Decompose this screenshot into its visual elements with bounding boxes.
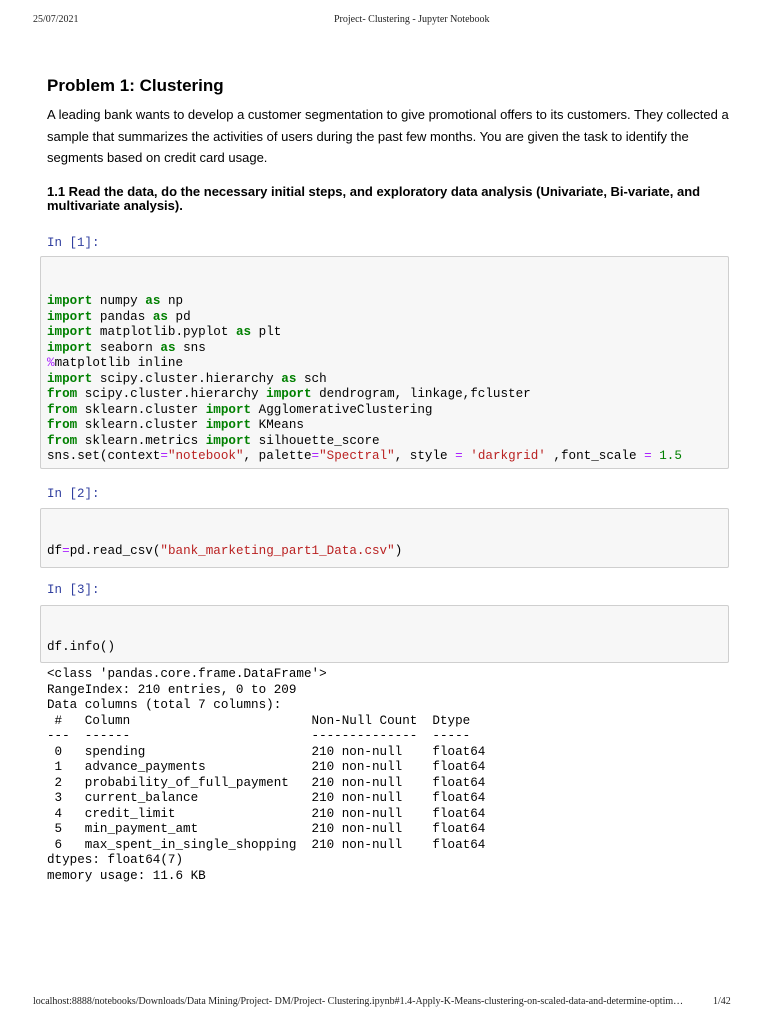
code-token: import	[47, 371, 93, 386]
code-line	[47, 325, 281, 339]
code-line	[47, 372, 327, 386]
code-line	[47, 356, 183, 370]
code-token: as	[281, 371, 297, 386]
code-token: import	[205, 418, 252, 432]
output-line: <class 'pandas.core.frame.DataFrame'>	[47, 667, 327, 681]
code-token: 'darkgrid'	[470, 449, 546, 463]
code-token: , palette	[243, 449, 312, 463]
cell-prompt: In [1]:	[47, 236, 100, 250]
code-token: sklearn.cluster	[77, 402, 206, 417]
code-token: "Spectral"	[319, 449, 395, 463]
cell-prompt: In [3]:	[47, 583, 100, 597]
output-line: 4 credit_limit 210 non-null float64	[47, 806, 486, 821]
code-token: =	[455, 449, 463, 463]
code-line	[47, 418, 304, 432]
code-token: %	[47, 356, 55, 370]
output-line: 6 max_spent_in_single_shopping 210 non-null float64	[47, 837, 486, 852]
code-line	[47, 449, 682, 463]
code-token: np	[160, 294, 184, 308]
code-token: from	[47, 387, 78, 401]
code-content	[47, 294, 682, 465]
code-content	[47, 544, 402, 560]
output-line: 2 probability_of_full_payment 210 non-null float64	[47, 775, 486, 790]
code-token: 1.5	[659, 449, 682, 463]
code-token: =	[311, 449, 320, 463]
code-token: as	[145, 294, 161, 308]
code-line	[47, 403, 432, 417]
code-token: numpy	[92, 294, 146, 308]
output-line: RangeIndex: 210 entries, 0 to 209	[47, 682, 297, 697]
code-token: df	[47, 544, 63, 558]
code-cell[interactable]	[40, 508, 729, 568]
code-token: AgglomerativeClustering	[251, 402, 433, 417]
code-token: scipy.cluster.hierarchy	[92, 371, 282, 386]
code-line	[47, 294, 183, 308]
code-token: KMeans	[251, 418, 304, 432]
print-date: 25/07/2021	[33, 14, 79, 25]
print-title: Project- Clustering - Jupyter Notebook	[334, 14, 490, 25]
code-token: plt	[251, 325, 282, 339]
code-token: from	[47, 433, 78, 448]
code-token: pandas	[92, 309, 153, 324]
cell-prompt: In [2]:	[47, 487, 100, 501]
output-line: # Column Non-Null Count Dtype	[47, 713, 486, 728]
code-token: matplotlib.pyplot	[92, 325, 236, 339]
code-token: import	[47, 309, 93, 324]
output-line: memory usage: 11.6 KB	[47, 868, 206, 883]
code-token: seaborn	[92, 340, 161, 355]
code-content	[47, 640, 115, 656]
code-token: pd	[167, 309, 191, 324]
code-token: "notebook"	[167, 449, 244, 463]
code-token: "bank_marketing_part1_Data.csv"	[160, 544, 395, 558]
code-token: sns	[175, 340, 206, 355]
code-token: sklearn.cluster	[77, 418, 206, 432]
code-token: as	[152, 309, 168, 324]
code-line	[47, 387, 531, 401]
code-token: from	[47, 402, 78, 417]
code-line	[47, 544, 402, 558]
code-token: sklearn.metrics	[77, 433, 206, 448]
cell-output	[47, 667, 485, 884]
code-token: import	[47, 325, 93, 339]
code-token: =	[62, 544, 70, 558]
code-token: sns.set(context	[47, 449, 161, 463]
code-token: )	[394, 544, 403, 558]
print-url: localhost:8888/notebooks/Downloads/Data Mining/Project- DM/Project- Clustering.ipynb#1.4-Apply-K-Means-clustering-on-scaled-data-and-determine-optim…	[33, 996, 684, 1007]
code-token: , style	[394, 449, 456, 463]
output-line: --- ------ -------------- -----	[47, 729, 486, 743]
code-cell[interactable]	[40, 605, 729, 663]
code-token: import	[47, 294, 93, 308]
code-token: import	[205, 433, 252, 448]
code-line	[47, 310, 191, 324]
code-token: from	[47, 418, 78, 432]
code-token: as	[160, 340, 176, 355]
code-token: import	[266, 387, 312, 401]
page-title: Problem 1: Clustering	[47, 76, 224, 95]
code-token: ,font_scale	[545, 449, 645, 463]
code-token: df.info()	[47, 640, 116, 654]
code-token: pd.read_csv(	[69, 544, 161, 558]
code-token: =	[160, 449, 168, 463]
code-line	[47, 434, 380, 448]
output-line: 0 spending 210 non-null float64	[47, 744, 486, 759]
code-token: =	[644, 449, 652, 463]
intro-paragraph: A leading bank wants to develop a customer segmentation to give promotional offers to its customers. They collected a sample that summarizes the activities of users during the past few months. You are given the task to identify the segments based on credit card usage.	[47, 107, 729, 165]
code-token: import	[47, 340, 93, 355]
code-line	[47, 341, 206, 355]
code-token: dendrogram, linkage,fcluster	[311, 387, 531, 401]
output-line: 1 advance_payments 210 non-null float64	[47, 760, 486, 774]
code-token: silhouette_score	[251, 433, 380, 448]
code-token: as	[235, 325, 252, 339]
output-line: Data columns (total 7 columns):	[47, 698, 282, 712]
code-token: sch	[296, 371, 327, 386]
section-heading: 1.1 Read the data, do the necessary initial steps, and exploratory data analysis (Univariate, Bi-variate, and multivariate analysis).	[47, 184, 701, 213]
code-cell[interactable]	[40, 256, 729, 469]
output-line: 3 current_balance 210 non-null float64	[47, 791, 486, 805]
output-line: dtypes: float64(7)	[47, 853, 184, 867]
output-line: 5 min_payment_amt 210 non-null float64	[47, 822, 486, 836]
code-token: scipy.cluster.hierarchy	[77, 387, 267, 401]
page-number: 1/42	[713, 996, 731, 1007]
code-token: matplotlib inline	[54, 356, 184, 370]
code-token: import	[205, 402, 252, 417]
code-line	[47, 640, 115, 654]
